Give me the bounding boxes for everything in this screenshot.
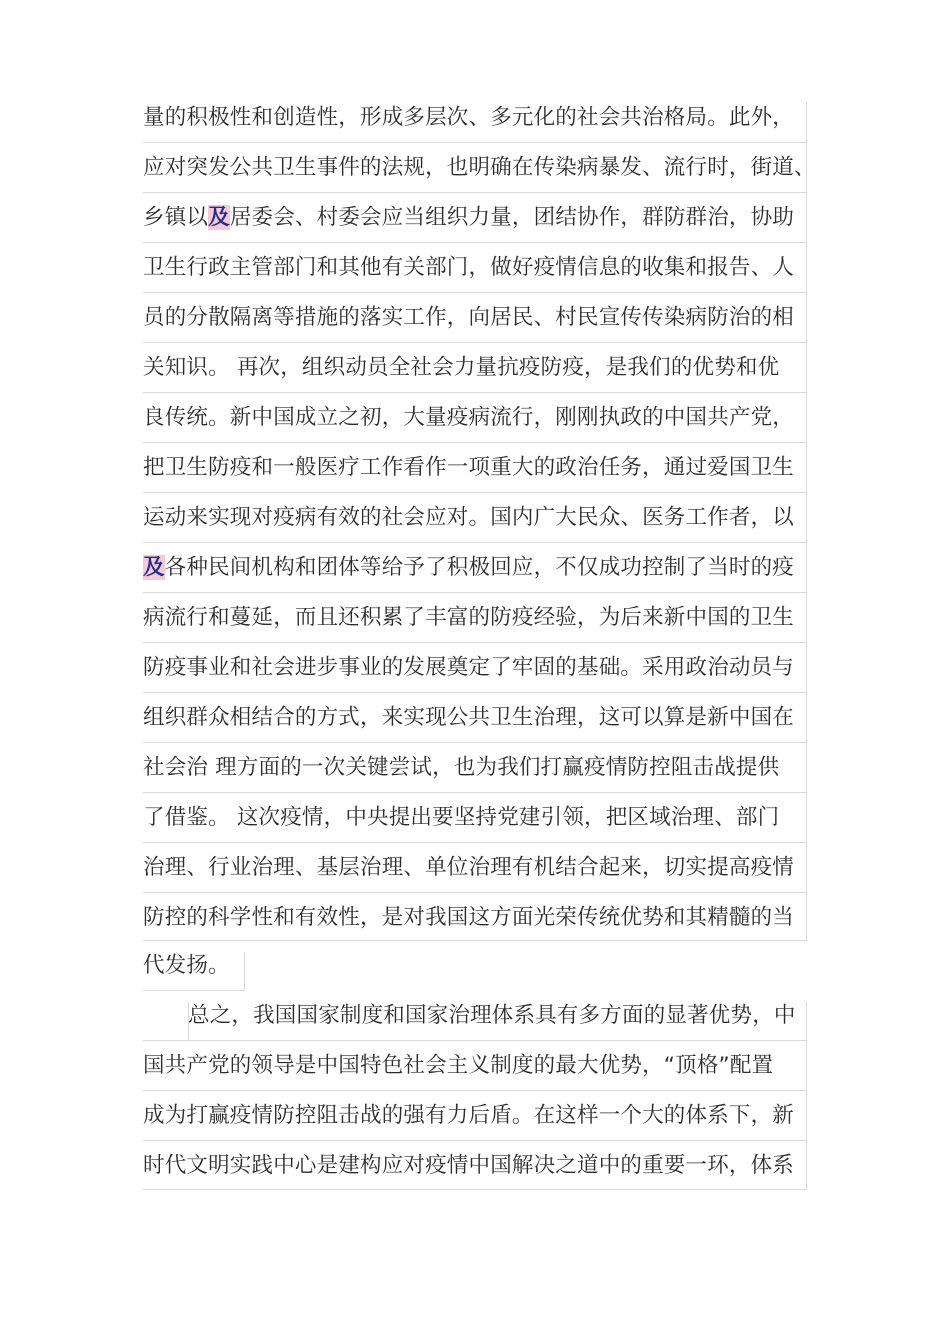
text-line: 防控的科学性和有效性，是对我国这方面光荣传统优势和其精髓的当 [143, 905, 795, 930]
text-line: 总之，我国国家制度和国家治理体系具有多方面的显著优势，中 [188, 1003, 796, 1028]
text-line: 国共产党的领导是中国特色社会主义制度的最大优势，“顶格”配置 [143, 1053, 774, 1078]
text-line: 把卫生防疫和一般医疗工作看作一项重大的政治任务，通过爱国卫生 [143, 455, 795, 480]
text-segment: 各种民间机构和团体等给予了积极回应，不仅成功控制了当时的疫 [164, 555, 795, 580]
text-line: 了借鉴。 这次疫情，中央提出要坚持党建引领，把区域治理、部门 [143, 805, 780, 830]
text-line: 病流行和蔓延，而且还积累了丰富的防疫经验，为后来新中国的卫生 [143, 605, 795, 630]
line-rule [143, 1189, 807, 1190]
text-line [143, 193, 794, 243]
text-line: 社会治 理方面的一次关键尝试，也为我们打赢疫情防控阻击战提供 [143, 755, 780, 780]
highlighted-word: 及 [143, 555, 165, 580]
line-rule [244, 952, 245, 990]
text-segment: 居委会、村委会应当组织力量，团结协作，群防群治，协助 [229, 205, 795, 230]
line-rule [143, 940, 807, 941]
line-rule [188, 1002, 189, 1040]
text-line: 卫生行政主管部门和其他有关部门，做好疫情信息的收集和报告、人 [143, 255, 795, 280]
text-line: 量的积极性和创造性，形成多层次、多元化的社会共治格局。此外， [143, 105, 795, 130]
text-segment: 乡镇以 [143, 205, 209, 230]
text-line: 员的分散隔离等措施的落实工作，向居民、村民宣传传染病防治的相 [143, 305, 795, 330]
line-rule [806, 102, 807, 940]
line-rule [806, 1002, 807, 1189]
text-line: 良传统。新中国成立之初，大量疫病流行，刚刚执政的中国共产党， [143, 405, 795, 430]
text-line: 成为打赢疫情防控阻击战的强有力后盾。在这样一个大的体系下，新 [143, 1103, 795, 1128]
highlighted-word: 及 [208, 205, 230, 230]
text-line [143, 543, 794, 593]
text-line: 运动来实现对疫病有效的社会应对。国内广大民众、医务工作者，以 [143, 505, 795, 530]
text-line: 组织群众相结合的方式，来实现公共卫生治理，这可以算是新中国在 [143, 705, 795, 730]
text-line: 代发扬。 [143, 953, 230, 978]
text-line: 防疫事业和社会进步事业的发展奠定了牢固的基础。采用政治动员与 [143, 655, 795, 680]
text-line: 关知识。 再次，组织动员全社会力量抗疫防疫，是我们的优势和优 [143, 355, 780, 380]
text-line: 治理、行业治理、基层治理、单位治理有机结合起来，切实提高疫情 [143, 855, 795, 880]
text-line: 时代文明实践中心是建构应对疫情中国解决之道中的重要一环，体系 [143, 1153, 795, 1178]
text-line: 应对突发公共卫生事件的法规，也明确在传染病暴发、流行时，街道、 [143, 155, 816, 180]
